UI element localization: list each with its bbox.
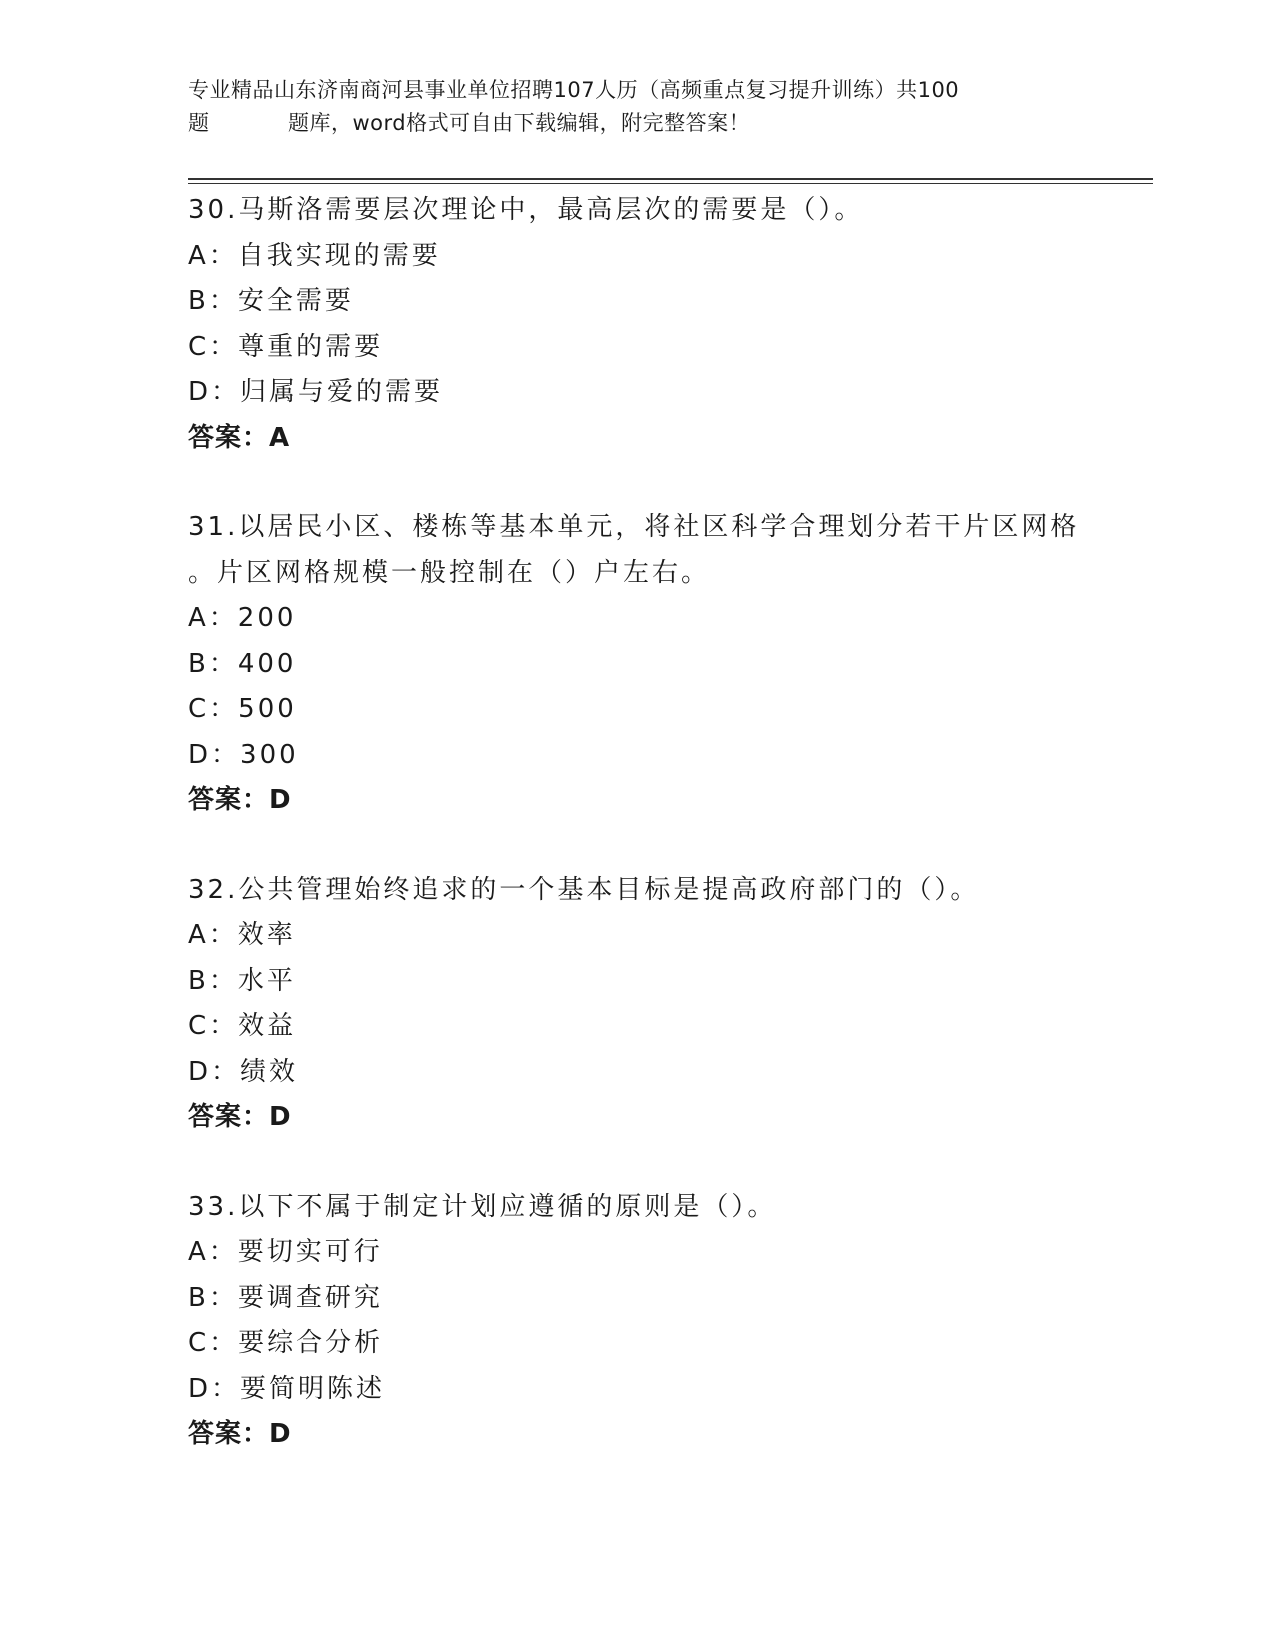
header-divider-thick bbox=[188, 178, 1153, 180]
question-list bbox=[188, 188, 1088, 1502]
option-c: C：500 bbox=[188, 694, 297, 724]
option-d: D：归属与爱的需要 bbox=[188, 377, 444, 407]
option-b: B：安全需要 bbox=[188, 286, 354, 316]
header-title-line-1: 专业精品山东济南商河县事业单位招聘107人历（高频重点复习提升训练）共100 bbox=[188, 78, 960, 102]
header-line-2-lead: 题 bbox=[188, 111, 210, 135]
option-d: D：要简明陈述 bbox=[188, 1373, 386, 1404]
question-33 bbox=[188, 1185, 1088, 1458]
option-d: D：绩效 bbox=[188, 1056, 299, 1087]
answer: 答案：A bbox=[188, 422, 291, 453]
option-c: C：要综合分析 bbox=[188, 1328, 384, 1358]
option-c: C：效益 bbox=[188, 1011, 297, 1041]
question-stem: 31.以居民小区、楼栋等基本单元，将社区科学合理划分若干片区网格 bbox=[188, 512, 1080, 542]
answer: 答案：D bbox=[188, 1419, 292, 1449]
question-32 bbox=[188, 868, 1088, 1141]
document-header bbox=[188, 74, 1088, 140]
question-31 bbox=[188, 505, 1088, 824]
option-d: D：300 bbox=[188, 739, 299, 770]
option-b: B：要调查研究 bbox=[188, 1282, 383, 1313]
option-b: B：水平 bbox=[188, 965, 296, 996]
question-30 bbox=[188, 188, 1088, 461]
option-c: C：尊重的需要 bbox=[188, 331, 384, 362]
question-stem: 32.公共管理始终追求的一个基本目标是提高政府部门的（）。 bbox=[188, 874, 980, 905]
option-a: A：要切实可行 bbox=[188, 1237, 383, 1267]
option-b: B：400 bbox=[188, 648, 297, 679]
header-divider-thin bbox=[188, 183, 1153, 184]
header-line-2-text: 题库，word格式可自由下载编辑，附完整答案！ bbox=[288, 111, 751, 135]
question-stem: 30.马斯洛需要层次理论中，最高层次的需要是（）。 bbox=[188, 195, 864, 225]
answer: 答案：D bbox=[188, 1102, 292, 1132]
question-stem: 33.以下不属于制定计划应遵循的原则是（）。 bbox=[188, 1191, 777, 1222]
option-a: A：效率 bbox=[188, 920, 296, 950]
header-title-line-2 bbox=[188, 107, 1088, 140]
answer: 答案：D bbox=[188, 785, 292, 815]
option-a: A：自我实现的需要 bbox=[188, 240, 441, 271]
option-a: A：200 bbox=[188, 603, 297, 633]
question-stem-continued: 。片区网格规模一般控制在（）户左右。 bbox=[188, 557, 711, 588]
